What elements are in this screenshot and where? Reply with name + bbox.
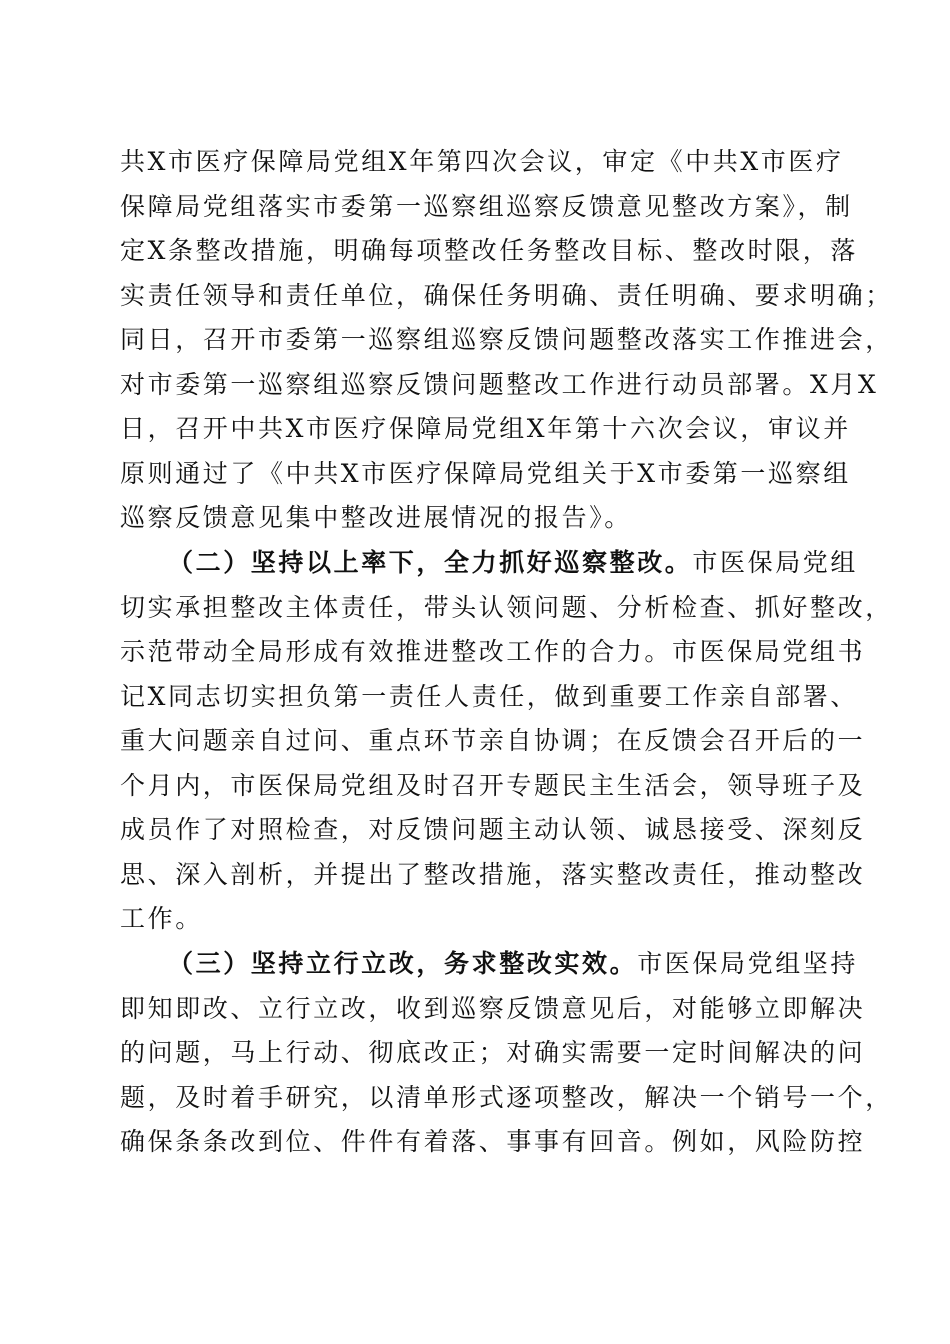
text-line: 切实承担整改主体责任，带头认领问题、分析检查、抓好整改， (120, 592, 893, 622)
paragraph-section-three (120, 942, 893, 1165)
text-line: 定X条整改措施，明确每项整改任务整改目标、整改时限，落 (120, 236, 858, 265)
text-line: 个月内，市医保局党组及时召开专题民主生活会，领导班子及 (120, 770, 866, 800)
text-line: 共X市医疗保障局党组X年第四次会议，审定《中共X市医疗 (120, 147, 844, 176)
section-heading: （三）坚持立行立改，务求整改实效。 (168, 949, 638, 978)
text-line: 确保条条改到位、件件有着落、事事有回音。例如，风险防控 (120, 1127, 866, 1156)
heading-line-rest: 市医保局党组坚持 (637, 949, 859, 978)
text-line: 成员作了对照检查，对反馈问题主动认领、诚恳接受、深刻反 (120, 815, 866, 844)
text-line: 工作。 (120, 904, 203, 933)
text-line: 记X同志切实担负第一责任人责任，做到重要工作亲自部署、 (120, 681, 858, 711)
text-line: 对市委第一巡察组巡察反馈问题整改工作进行动员部署。X月X (120, 369, 879, 399)
text-line: 巡察反馈意见集中整改进展情况的报告》。 (120, 503, 632, 532)
text-line: 原则通过了《中共X市医疗保障局党组关于X市委第一巡察组 (120, 458, 851, 488)
text-line: 思、深入剖析，并提出了整改措施，落实整改责任，推动整改 (120, 859, 866, 889)
text-line: 同日，召开市委第一巡察组巡察反馈问题整改落实工作推进会， (120, 325, 893, 354)
text-line: 实责任领导和责任单位，确保任务明确、责任明确、要求明确； (120, 280, 893, 310)
paragraph-section-two (120, 541, 893, 942)
text-line: 保障局党组落实市委第一巡察组巡察反馈意见整改方案》，制 (120, 191, 853, 221)
text-line: 日，召开中共X市医疗保障局党组X年第十六次会议，审议并 (120, 414, 851, 443)
text-line: 即知即改、立行立改，收到巡察反馈意见后，对能够立即解决 (120, 993, 866, 1023)
text-line: 的问题，马上行动、彻底改正；对确实需要一定时间解决的问 (120, 1038, 866, 1067)
text-line: 重大问题亲自过问、重点环节亲自协调；在反馈会召开后的一 (120, 726, 866, 755)
section-heading: （二）坚持以上率下，全力抓好巡察整改。 (168, 548, 693, 577)
section-heading-line (120, 541, 859, 586)
section-heading-line (120, 942, 859, 987)
text-line: 示范带动全局形成有效推进整改工作的合力。市医保局党组书 (120, 637, 866, 666)
paragraph-meetings (120, 140, 893, 541)
heading-line-rest: 市医保局党组 (692, 548, 859, 577)
text-line: 题，及时着手研究，以清单形式逐项整改，解决一个销号一个， (120, 1082, 893, 1112)
